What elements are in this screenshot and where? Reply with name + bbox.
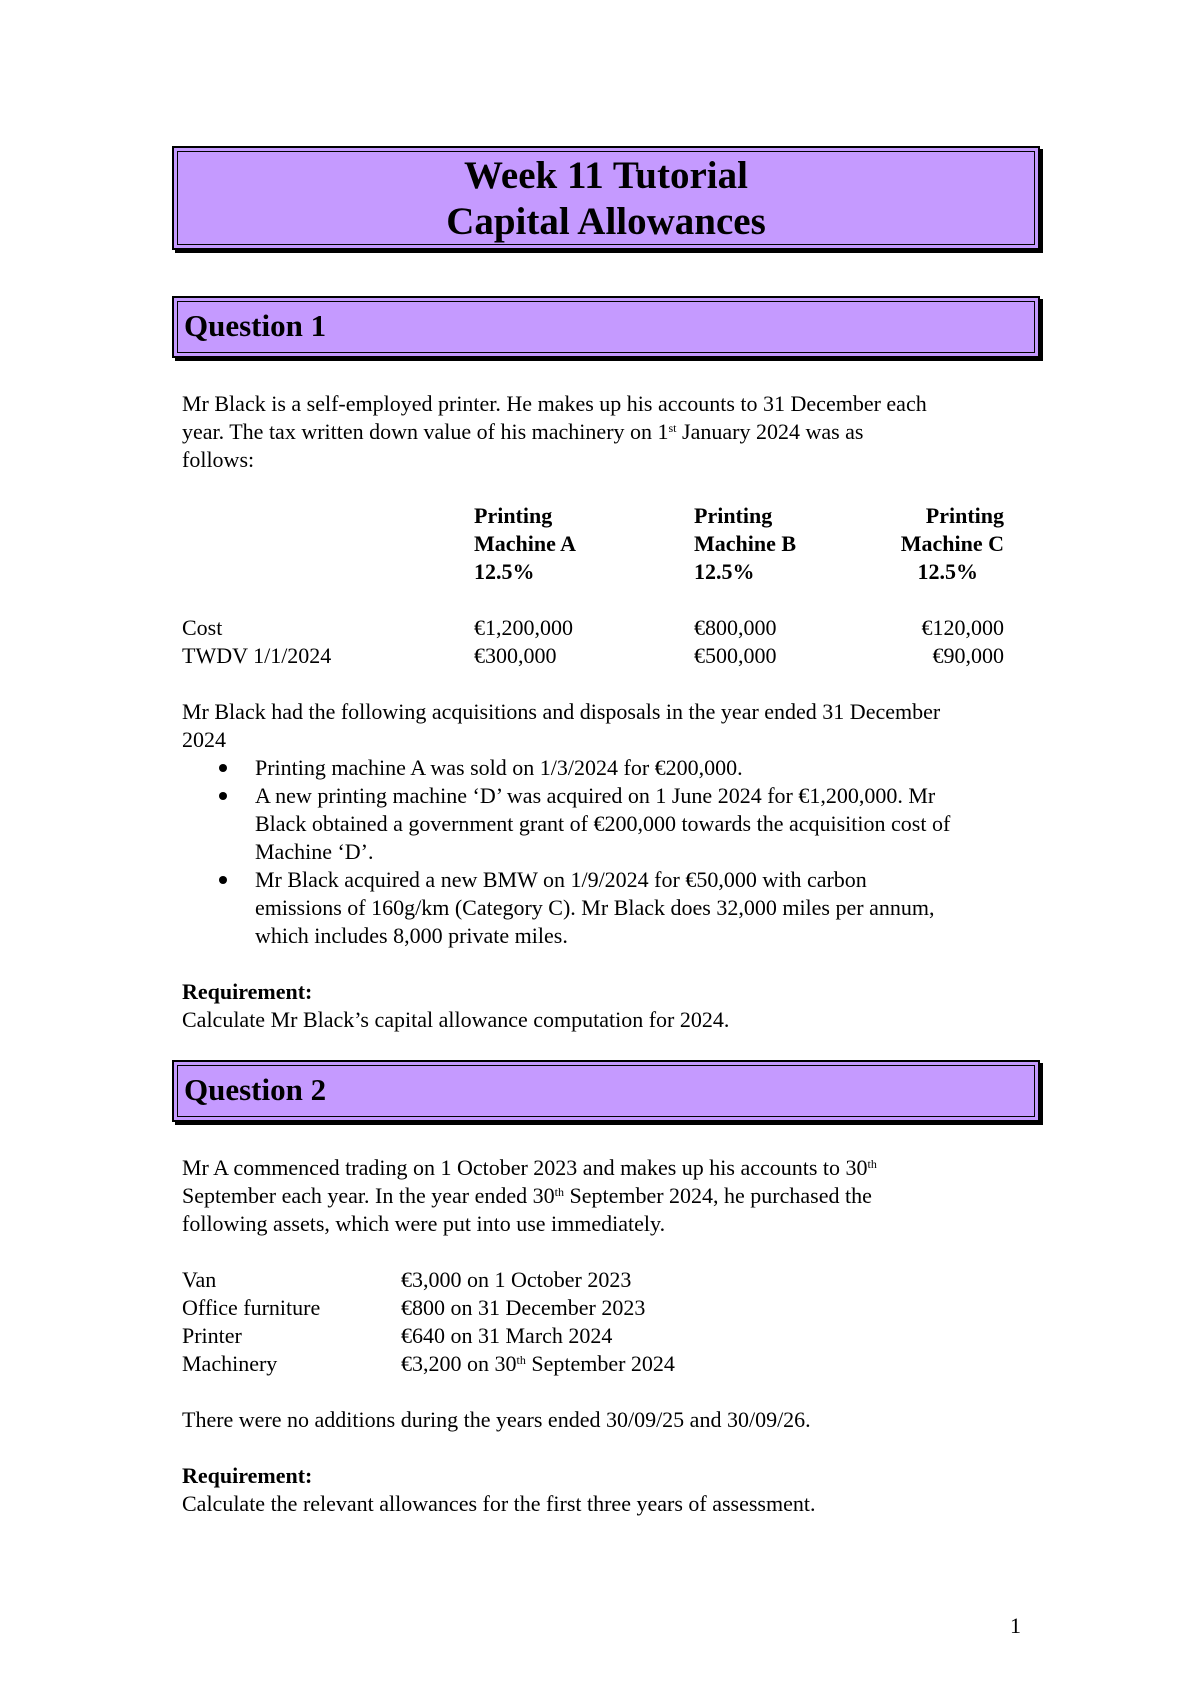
asset-detail-printer: €640 on 31 March 2024: [401, 1323, 613, 1348]
q1-intro-line-2: [182, 418, 864, 446]
table-header-a-line-3: 12.5%: [474, 559, 535, 584]
bullet-icon: [219, 792, 227, 800]
table-cell-twdv-b: €500,000: [694, 643, 777, 668]
asset-detail-office-furniture: €800 on 31 December 2023: [401, 1295, 646, 1320]
q1-intro-line-3: follows:: [182, 447, 255, 472]
page-title: Week 11 Tutorial: [464, 154, 748, 197]
q1-intro-line-2-text-end: January 2024 was as: [676, 419, 864, 444]
q2-requirement-text: Calculate the relevant allowances for the first three years of assessment.: [182, 1491, 816, 1516]
q2-intro-line-3: following assets, which were put into use immediately.: [182, 1211, 666, 1236]
asset-detail-machinery-text-end: September 2024: [525, 1351, 675, 1376]
q2-no-additions: There were no additions during the years ended 30/09/25 and 30/09/26.: [182, 1407, 811, 1432]
table-header-a-line-1: Printing: [474, 503, 553, 528]
table-cell-twdv-c: €90,000: [932, 643, 1004, 668]
asset-name-machinery: Machinery: [182, 1351, 278, 1376]
table-header-b-line-2: Machine B: [694, 531, 797, 556]
asset-detail-machinery-text: €3,200 on 30: [401, 1351, 517, 1376]
bullet-2-line-1: A new printing machine ‘D’ was acquired on 1 June 2024 for €1,200,000. Mr: [255, 783, 936, 808]
q1-acquisitions-line-2: 2024: [182, 727, 226, 752]
bullet-3-line-1: Mr Black acquired a new BMW on 1/9/2024 for €50,000 with carbon: [255, 867, 867, 892]
title-banner: [172, 146, 1040, 250]
table-header-b-line-1: Printing: [694, 503, 773, 528]
asset-detail-van: €3,000 on 1 October 2023: [401, 1267, 632, 1292]
q2-intro-line-1-text: Mr A commenced trading on 1 October 2023 and makes up his accounts to 30: [182, 1155, 868, 1180]
asset-detail-machinery-superscript: th: [516, 1353, 526, 1367]
bullet-2-line-2: Black obtained a government grant of €200,000 towards the acquisition cost of: [255, 811, 951, 836]
table-row-twdv-label: TWDV 1/1/2024: [182, 643, 332, 668]
q2-intro-superscript-2: th: [554, 1185, 564, 1199]
bullet-3-line-2: emissions of 160g/km (Category C). Mr Black does 32,000 miles per annum,: [255, 895, 935, 920]
q1-intro-line-1: Mr Black is a self-employed printer. He makes up his accounts to 31 December each: [182, 391, 927, 416]
asset-name-van: Van: [182, 1267, 217, 1292]
q1-intro-superscript: st: [668, 421, 677, 435]
q2-intro-superscript-1: th: [867, 1157, 877, 1171]
page-number: 1: [1010, 1613, 1021, 1638]
asset-name-printer: Printer: [182, 1323, 242, 1348]
question-2-heading: Question 2: [184, 1072, 327, 1107]
question-1-banner: [172, 296, 1040, 358]
table-row-cost-label: Cost: [182, 615, 223, 640]
table-header-b-line-3: 12.5%: [694, 559, 755, 584]
table-cell-cost-c: €120,000: [921, 615, 1004, 640]
table-cell-cost-b: €800,000: [694, 615, 777, 640]
question-2-banner: [172, 1060, 1040, 1122]
bullet-icon: [219, 876, 227, 884]
table-cell-twdv-a: €300,000: [474, 643, 557, 668]
q2-intro-line-2-text-end: September 2024, he purchased the: [563, 1183, 872, 1208]
q1-acquisitions-line-1: Mr Black had the following acquisitions and disposals in the year ended 31 December: [182, 699, 941, 724]
q2-intro-line-2: [182, 1182, 872, 1210]
table-header-c-line-2: Machine C: [900, 531, 1004, 556]
table-header-c-line-3: 12.5%: [917, 559, 978, 584]
q2-intro-line-1: [182, 1154, 877, 1182]
table-header-a-line-2: Machine A: [474, 531, 577, 556]
bullet-1-line-1: Printing machine A was sold on 1/3/2024 for €200,000.: [255, 755, 743, 780]
table-cell-cost-a: €1,200,000: [474, 615, 573, 640]
q1-intro-line-2-text: year. The tax written down value of his machinery on 1: [182, 419, 669, 444]
table-header-c-line-1: Printing: [925, 503, 1004, 528]
q2-requirement-label: Requirement:: [182, 1463, 313, 1488]
page-subtitle: Capital Allowances: [446, 200, 766, 243]
bullet-3-line-3: which includes 8,000 private miles.: [255, 923, 568, 948]
bullet-icon: [219, 764, 227, 772]
q1-requirement-text: Calculate Mr Black’s capital allowance computation for 2024.: [182, 1007, 730, 1032]
q1-requirement-label: Requirement:: [182, 979, 313, 1004]
bullet-2-line-3: Machine ‘D’.: [255, 839, 374, 864]
q2-intro-line-2-text: September each year. In the year ended 30: [182, 1183, 555, 1208]
asset-detail-machinery: [401, 1350, 675, 1378]
asset-name-office-furniture: Office furniture: [182, 1295, 321, 1320]
question-1-heading: Question 1: [184, 308, 327, 343]
